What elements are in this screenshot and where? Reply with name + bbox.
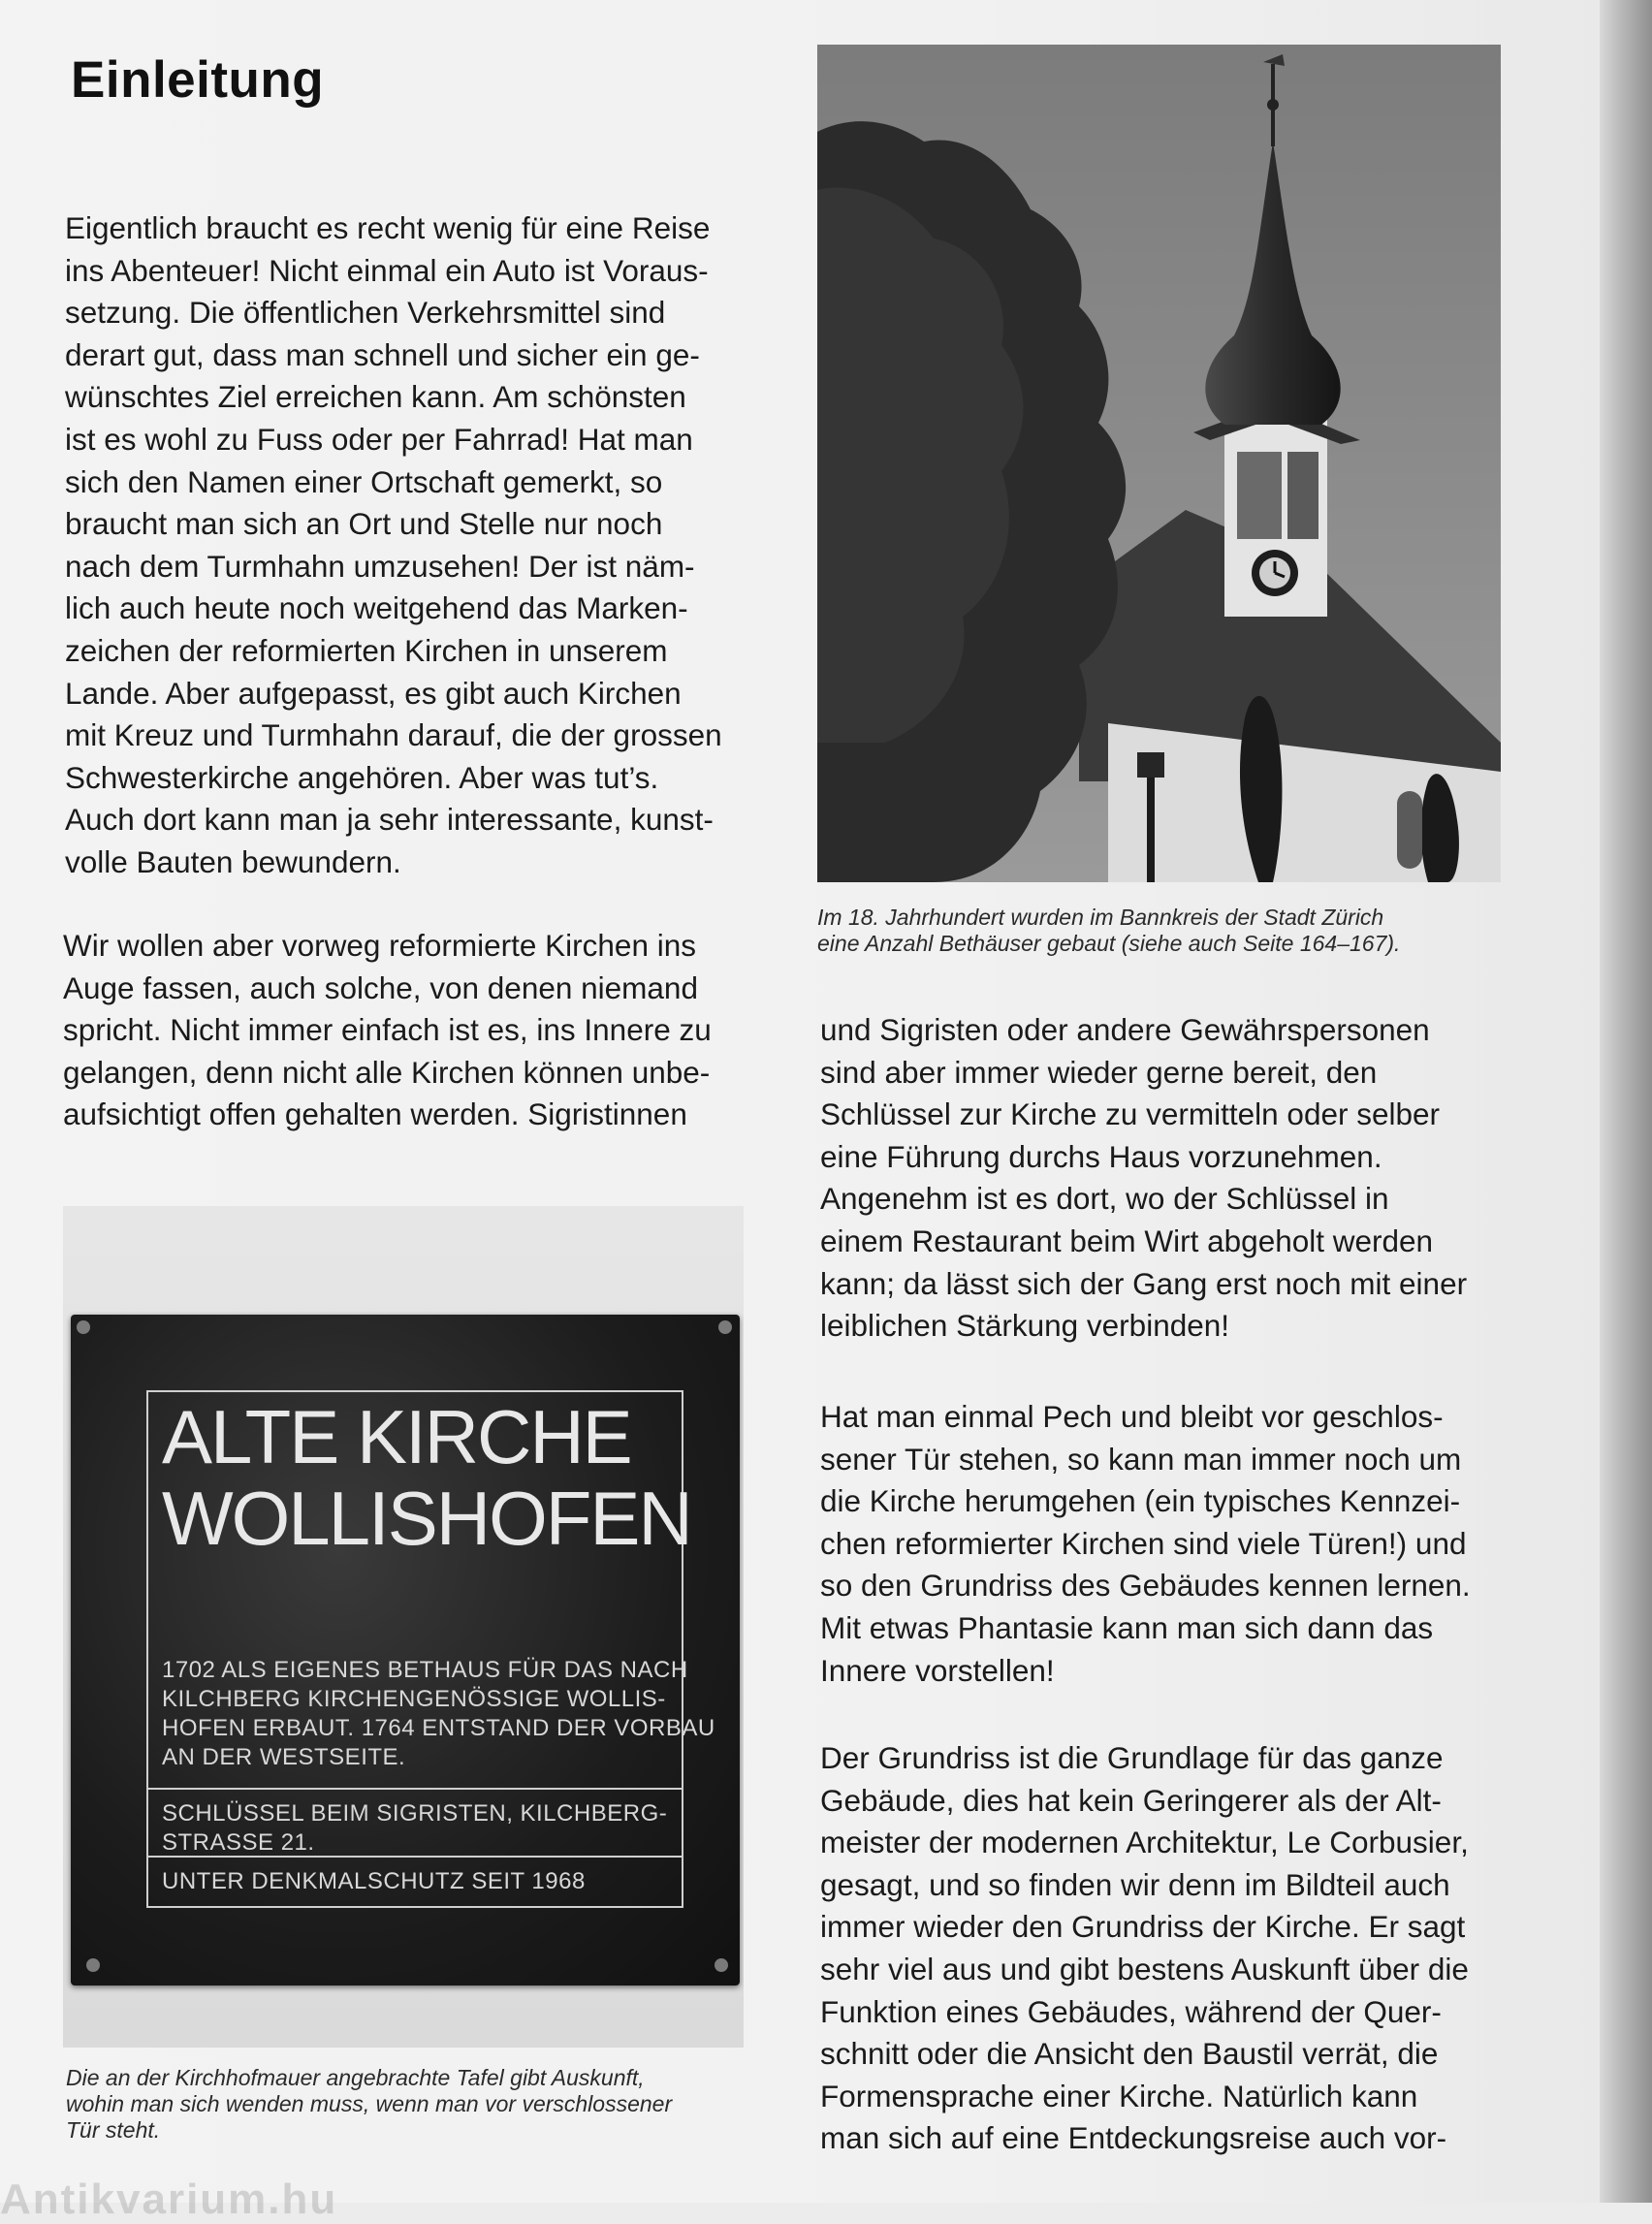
text-line: ins Abenteuer! Nicht einmal ein Auto ist Voraus- bbox=[65, 252, 709, 288]
text-line: kann; da lässt sich der Gang erst noch mit einer bbox=[820, 1265, 1468, 1301]
text-line: setzung. Die öffentlichen Verkehrsmittel sind bbox=[65, 295, 666, 331]
intro-paragraph bbox=[65, 207, 763, 884]
text-line: Auch dort kann man ja sehr interessante, kunst- bbox=[65, 802, 714, 838]
text-line: sind aber immer wieder gerne bereit, den bbox=[820, 1054, 1378, 1090]
text-line: sener Tür stehen, so kann man immer noch um bbox=[820, 1441, 1462, 1477]
text-line: einem Restaurant beim Wirt abgeholt werden bbox=[820, 1223, 1434, 1258]
text-line: Innere vorstellen! bbox=[820, 1652, 1055, 1688]
plaque-key-text bbox=[162, 1799, 667, 1858]
caption-line: Tür steht. bbox=[66, 2117, 161, 2143]
church-illustration bbox=[817, 45, 1501, 882]
plaque-text-line: 1702 ALS EIGENES BETHAUS FÜR DAS NACH bbox=[162, 1657, 688, 1683]
screw-icon bbox=[715, 1958, 728, 1972]
watermark: Antikvarium.hu bbox=[0, 2176, 338, 2223]
screw-icon bbox=[718, 1320, 732, 1334]
church-photo bbox=[817, 45, 1501, 882]
text-line: Hat man einmal Pech und bleibt vor geschlos- bbox=[820, 1399, 1444, 1434]
plaque-divider bbox=[148, 1856, 682, 1858]
plaque-text-line: STRASSE 21. bbox=[162, 1829, 315, 1856]
plaque-photo-caption bbox=[66, 2065, 764, 2144]
text-line: sich den Namen einer Ortschaft gemerkt, so bbox=[65, 463, 663, 499]
plaque-photo bbox=[63, 1206, 744, 2048]
page-edge-shadow bbox=[1600, 0, 1652, 2203]
fifth-paragraph bbox=[820, 1737, 1518, 2160]
plaque-protection-text bbox=[162, 1867, 586, 1896]
text-line: Gebäude, dies hat kein Geringerer als der Alt- bbox=[820, 1782, 1442, 1818]
text-line: Lande. Aber aufgepasst, es gibt auch Kirchen bbox=[65, 675, 682, 711]
text-line: mit Kreuz und Turmhahn darauf, die der grossen bbox=[65, 717, 722, 753]
text-line: Angenehm ist es dort, wo der Schlüssel in bbox=[820, 1181, 1389, 1217]
text-line: spricht. Nicht immer einfach ist es, ins Innere zu bbox=[63, 1012, 712, 1048]
plaque-text-line: HOFEN ERBAUT. 1764 ENTSTAND DER VORBAU bbox=[162, 1715, 715, 1741]
text-line: meister der modernen Architektur, Le Corbusier, bbox=[820, 1825, 1469, 1860]
caption-line: Die an der Kirchhofmauer angebrachte Tafel gibt Auskunft, bbox=[66, 2065, 645, 2090]
plaque-frame bbox=[146, 1390, 715, 1908]
text-line: so den Grundriss des Gebäudes kennen lernen. bbox=[820, 1568, 1471, 1604]
text-line: braucht man sich an Ort und Stelle nur noch bbox=[65, 506, 663, 542]
text-line: derart gut, dass man schnell und sicher ein ge- bbox=[65, 336, 700, 372]
text-line: Wir wollen aber vorweg reformierte Kirchen ins bbox=[63, 928, 696, 963]
text-line: Eigentlich braucht es recht wenig für eine Reise bbox=[65, 210, 711, 245]
plaque-text-line: SCHLÜSSEL BEIM SIGRISTEN, KILCHBERG- bbox=[162, 1800, 668, 1827]
text-line: Formensprache einer Kirche. Natürlich kann bbox=[820, 2078, 1418, 2113]
text-line: sehr viel aus und gibt bestens Auskunft über die bbox=[820, 1951, 1469, 1986]
plaque-title bbox=[162, 1396, 691, 1559]
screw-icon bbox=[77, 1320, 90, 1334]
text-line: Schwesterkirche angehören. Aber was tut’s. bbox=[65, 759, 659, 795]
screw-icon bbox=[86, 1958, 100, 1972]
text-line: Schlüssel zur Kirche zu vermitteln oder selber bbox=[820, 1096, 1441, 1132]
text-line: man sich auf eine Entdeckungsreise auch vor- bbox=[820, 2120, 1447, 2156]
text-line: gelangen, denn nicht alle Kirchen können unbe- bbox=[63, 1054, 711, 1090]
text-line: ist es wohl zu Fuss oder per Fahrrad! Hat man bbox=[65, 421, 693, 457]
text-line: nach dem Turmhahn umzusehen! Der ist näm- bbox=[65, 548, 695, 584]
caption-line: Im 18. Jahrhundert wurden im Bannkreis der Stadt Zürich bbox=[817, 905, 1384, 930]
plaque-history-text bbox=[162, 1656, 715, 1772]
caption-line: wohin man sich wenden muss, wenn man vor verschlossener bbox=[66, 2091, 673, 2116]
plaque-divider bbox=[148, 1788, 682, 1790]
text-line: zeichen der reformierten Kirchen in unserem bbox=[65, 632, 668, 668]
plaque-text-line: UNTER DENKMALSCHUTZ SEIT 1968 bbox=[162, 1868, 586, 1894]
church-photo-caption bbox=[817, 905, 1535, 957]
text-line: chen reformierter Kirchen sind viele Türen!) und bbox=[820, 1525, 1467, 1561]
plaque-title-line: WOLLISHOFEN bbox=[162, 1476, 691, 1561]
text-line: gesagt, und so finden wir denn im Bildteil auch bbox=[820, 1866, 1450, 1902]
text-line: Funktion eines Gebäudes, während der Quer- bbox=[820, 1993, 1442, 2029]
text-line: und Sigristen oder andere Gewährspersonen bbox=[820, 1012, 1430, 1047]
plaque-text-line: AN DER WESTSEITE. bbox=[162, 1744, 406, 1770]
plaque-text-line: KILCHBERG KIRCHENGENÖSSIGE WOLLIS- bbox=[162, 1686, 666, 1712]
caption-line: eine Anzahl Bethäuser gebaut (siehe auch Seite 164–167). bbox=[817, 931, 1401, 956]
text-line: lich auch heute noch weitgehend das Marken- bbox=[65, 590, 688, 626]
second-paragraph bbox=[63, 925, 761, 1136]
text-line: Der Grundriss ist die Grundlage für das ganze bbox=[820, 1740, 1444, 1775]
text-line: leiblichen Stärkung verbinden! bbox=[820, 1308, 1230, 1344]
text-line: aufsichtigt offen gehalten werden. Sigristinnen bbox=[63, 1096, 687, 1132]
page-heading: Einleitung bbox=[71, 51, 325, 109]
text-line: wünschtes Ziel erreichen kann. Am schönsten bbox=[65, 379, 686, 415]
text-line: eine Führung durchs Haus vorzunehmen. bbox=[820, 1138, 1382, 1174]
memorial-plaque bbox=[71, 1315, 740, 1986]
text-line: immer wieder den Grundriss der Kirche. Er sagt bbox=[820, 1909, 1466, 1945]
fourth-paragraph bbox=[820, 1396, 1518, 1692]
text-line: volle Bauten bewundern. bbox=[65, 843, 401, 879]
third-paragraph bbox=[820, 1009, 1518, 1348]
plaque-title-line: ALTE KIRCHE bbox=[162, 1394, 631, 1479]
text-line: die Kirche herumgehen (ein typisches Kennzei- bbox=[820, 1483, 1461, 1519]
text-line: Mit etwas Phantasie kann man sich dann das bbox=[820, 1609, 1434, 1645]
text-line: schnitt oder die Ansicht den Baustil verrät, die bbox=[820, 2036, 1439, 2072]
text-line: Auge fassen, auch solche, von denen niemand bbox=[63, 969, 698, 1005]
